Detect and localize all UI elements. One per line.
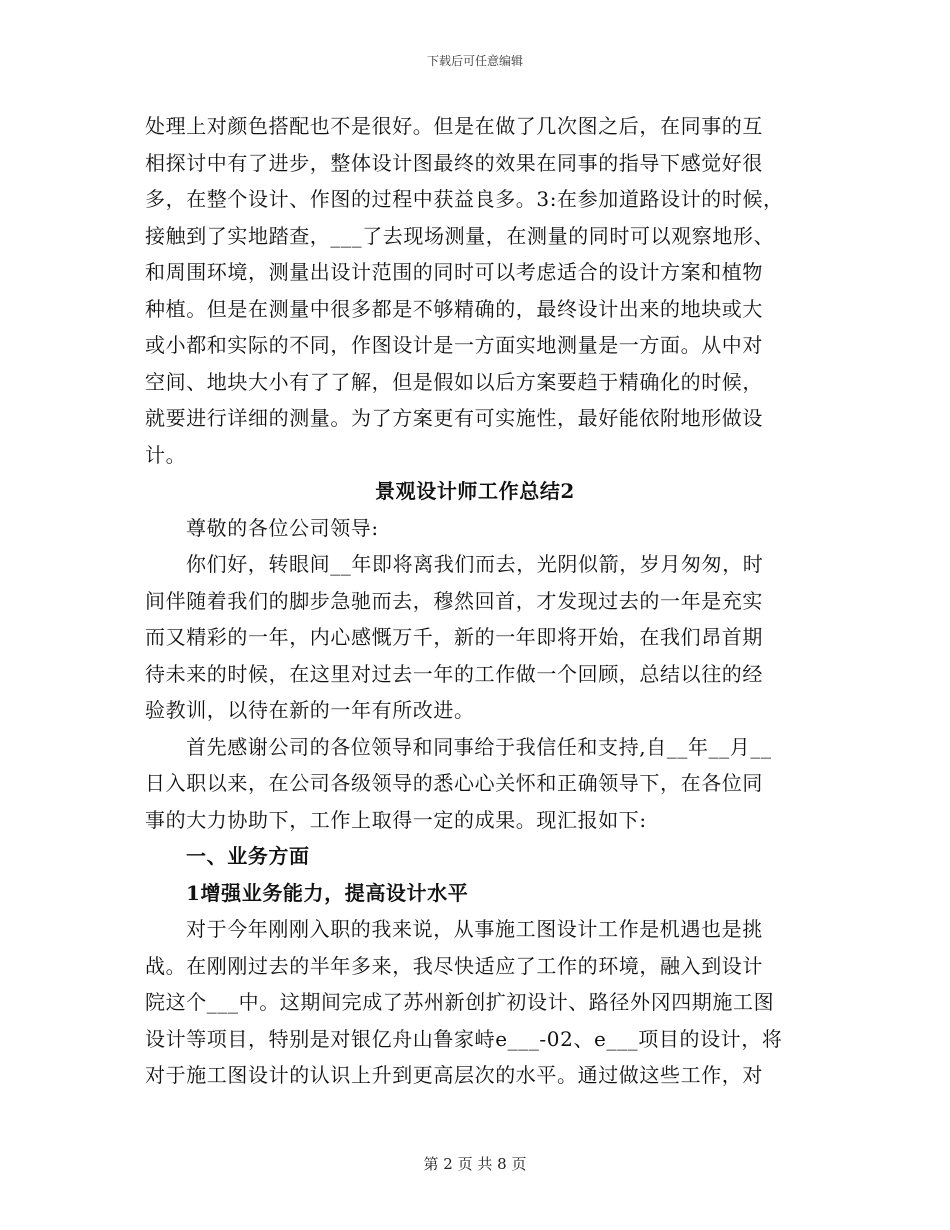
text-line: 设计等项目，特别是对银亿舟山鲁家峙e___-02、e___项目的设计，将 [145,1026,783,1051]
paragraph-greeting [145,546,805,729]
text-line: 或小都和实际的不同，作图设计是一方面实地测量是一方面。从中对 [145,333,763,357]
text-line: 处理上对颜色搭配也不是很好。但是在做了几次图之后，在同事的互 [145,114,763,138]
text-line: 间伴随着我们的脚步急驰而去，穆然回首，才发现过去的一年是充实 [145,588,763,613]
text-line: 接触到了实地踏查，___了去现场测量，在测量的同时可以观察地形、 [145,223,775,248]
heading-improve-skills: 1增强业务能力，提高设计水平 [186,880,469,905]
heading-business: 一、业务方面 [186,844,310,868]
text-line: 种植。但是在测量中很多都是不够精确的，最终设计出来的地块或大 [145,296,763,321]
text-line: 战。在刚刚过去的半年多来，我尽快适应了工作的环境，融入到设计 [145,953,763,978]
text-line: 而又精彩的一年，内心感慨万千，新的一年即将开始，在我们昂首期 [145,625,763,649]
text-line: 首先感谢公司的各位领导和同事给于我信任和支持,自__年__月__ [186,734,772,759]
paragraph-work-details [145,911,805,1094]
text-line: 相探讨中有了进步，整体设计图最终的效果在同事的指导下感觉好很 [145,150,763,175]
text-line: 待未来的时候，在这里对过去一年的工作做一个回顾，总结以往的经 [145,661,763,686]
text-line: 对于今年刚刚入职的我来说，从事施工图设计工作是机遇也是挑 [186,917,763,941]
text-line: 事的大力协助下，工作上取得一定的成果。现汇报如下: [145,807,647,832]
text-line: 院这个___中。这期间完成了苏州新创扩初设计、路径外冈四期施工图 [145,990,775,1014]
text-line: 多，在整个设计、作图的过程中获益良多。3:在参加道路设计的时候， [145,187,784,211]
salutation: 尊敬的各位公司领导: [186,515,379,540]
text-line: 日入职以来，在公司各级领导的悉心心关怀和正确领导下，在各位同 [145,771,763,795]
document-body [145,108,805,1094]
text-line: 和周围环境，测量出设计范围的同时可以考虑适合的设计方案和植物 [145,260,763,284]
text-line: 空间、地块大小有了了解，但是假如以后方案要趋于精确化的时候， [145,369,763,394]
text-line: 对于施工图设计的认识上升到更高层次的水平。通过做这些工作，对 [145,1063,763,1087]
text-line: 计。 [145,442,187,467]
paragraph-thanks [145,729,805,839]
page-header: 下载后可任意编辑 [426,54,523,68]
page-footer: 第 2 页 共 8 页 [423,1155,527,1173]
text-line: 就要进行详细的测量。为了方案更有可实施性，最好能依附地形做设 [145,406,763,430]
section-title: 景观设计师工作总结2 [375,479,575,503]
text-line: 你们好，转眼间__年即将离我们而去，光阴似箭，岁月匆匆，时 [186,552,764,576]
paragraph-continued [145,108,805,473]
text-line: 验教训，以待在新的一年有所改进。 [145,698,475,722]
